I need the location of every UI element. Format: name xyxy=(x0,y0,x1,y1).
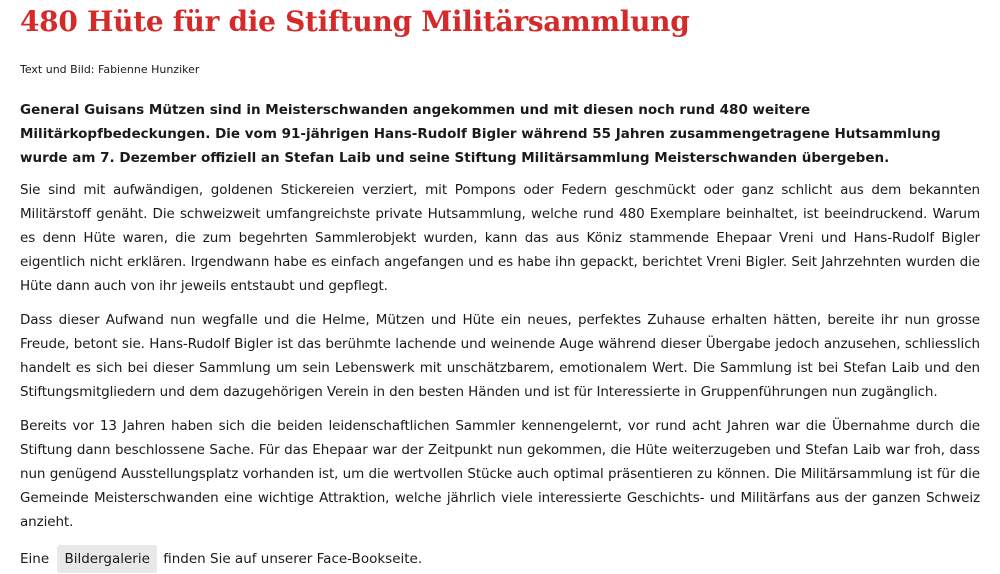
paragraph-1: Sie sind mit aufwändigen, goldenen Stickereien verziert, mit Pompons oder Federn geschmückt oder ganz schlicht aus dem bekannten Militärstoff genäht. Die schweizweit umfangreichste private Hutsammlung, welche rund 480 Exemplare beinhaltet, ist beeindruckend. Warum es denn Hüte waren, die zum begehrten Sammlerobjekt wurden, kann das aus Köniz stammende Ehepaar Vreni und Hans-Rudolf Bigler eigentlich nicht erklären. Irgendwann habe es einfach angefangen und es habe ihn gepackt, berichtet Vreni Bigler. Seit Jahrzehnten wurden die Hüte dann auch von ihr jeweils entstaubt und gepflegt. xyxy=(20,182,980,294)
article-title: 480 Hüte für die Stiftung Militärsammlung xyxy=(20,5,690,38)
byline: Text und Bild: Fabienne Hunziker xyxy=(20,63,200,76)
gallery-line xyxy=(20,544,980,574)
paragraph-2: Dass dieser Aufwand nun wegfalle und die Helme, Mützen und Hüte ein neues, perfektes Zuhause erhalten hätten, bereite ihr nun grosse Freude, betont sie. Hans-Rudolf Bigler ist das berühmte lachende und weinende Auge während dieser Übergabe jedoch anzusehen, schliesslich handelt es sich bei dieser Sammlung um sein Lebenswerk mit unschätzbarem, emotionalem Wert. Die Sammlung ist bei Stefan Laib und den Stiftungsmitgliedern und dem dazugehörigen Verein in den besten Händen und ist für Interessierte in Gruppenführungen nun zugänglich. xyxy=(20,312,980,400)
gallery-suffix: finden Sie auf unserer Face-Bookseite. xyxy=(163,551,423,567)
paragraph-3: Bereits vor 13 Jahren haben sich die beiden leidenschaftlichen Sammler kennengelernt, vor rund acht Jahren war die Übernahme durch die Stiftung dann beschlossene Sache. Für das Ehepaar war der Zeitpunkt nun gekommen, die Hüte weiterzugeben und Stefan Laib war froh, dass nun genügend Ausstellungsplatz vorhanden ist, um die wertvollen Stücke auch optimal präsentieren zu können. Die Militärsammlung ist für die Gemeinde Meisterschwanden eine wichtige Attraktion, welche jährlich viele interessierte Geschichts- und Militärfans aus der ganzen Schweiz anzieht. xyxy=(20,418,980,530)
gallery-link-button[interactable]: Bildergalerie xyxy=(57,545,156,573)
article-lead: General Guisans Mützen sind in Meisterschwanden angekommen und mit diesen noch rund 480 weitere Militärkopfbedeckungen. Die vom 91-jährigen Hans-Rudolf Bigler während 55 Jahren zusammengetragene Hutsammlung wurde am 7. Dezember offiziell an Stefan Laib und seine Stiftung Militärsammlung Meisterschwanden übergeben. xyxy=(20,102,941,166)
gallery-prefix: Eine xyxy=(20,551,50,567)
